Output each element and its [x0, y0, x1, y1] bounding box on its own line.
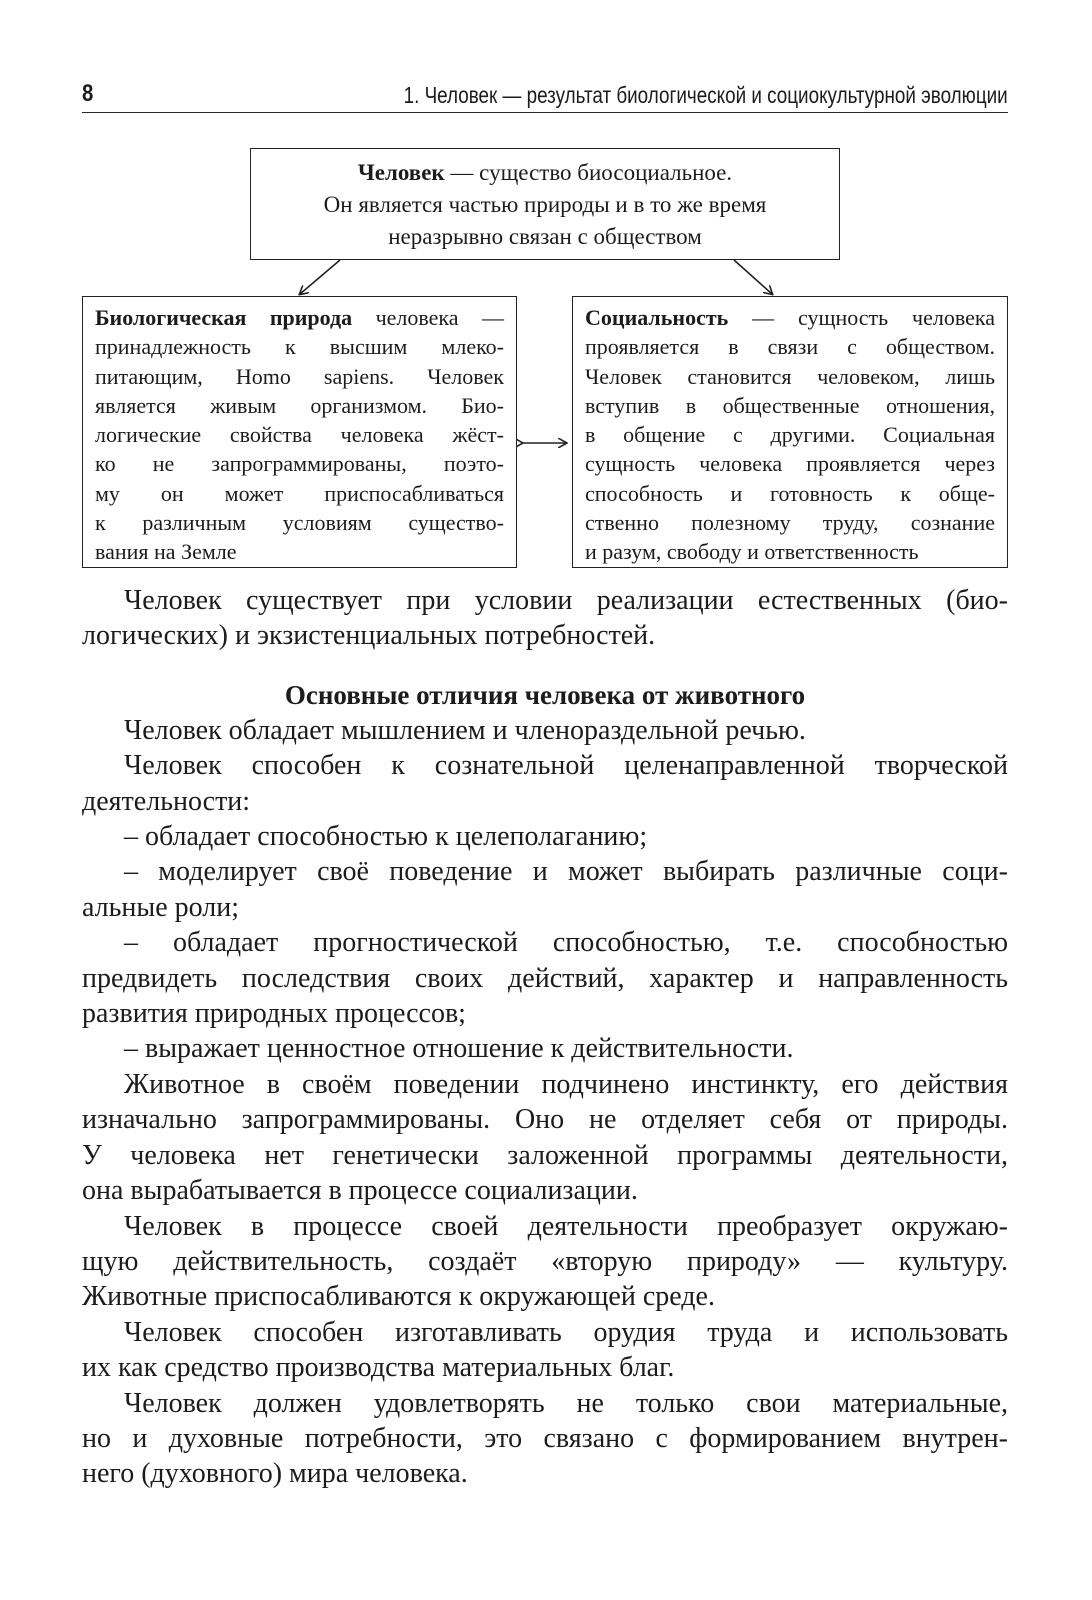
right-box-line: проявляется в связи с обществом.: [585, 334, 995, 360]
left-box-line: является живым организмом. Био-: [95, 392, 504, 418]
list-item: [82, 1031, 1008, 1066]
text-line: Человек обладает мышлением и членораздельной речью.: [124, 714, 806, 746]
left-box-line: ко не запрограммированы, поэто-: [95, 451, 504, 477]
text-line: щую действительность, создаёт «вторую природу» — культуру.: [82, 1245, 1008, 1277]
text-line: – выражает ценностное отношение к действительности.: [124, 1033, 794, 1065]
paragraph: [82, 1209, 1008, 1315]
list-item: [82, 854, 1008, 925]
top-box-line-2: Он является частью природы и в то же время: [323, 192, 767, 217]
body-text: [82, 583, 1008, 1492]
text-line: предвидеть последствия своих действий, характер и направленность: [82, 962, 1008, 994]
text-line: – моделирует своё поведение и может выбирать различные соци-: [124, 856, 1008, 888]
right-box-line: способность и готовность к обще-: [585, 480, 995, 506]
text-line: но и духовные потребности, это связано с формированием внутрен-: [82, 1422, 1008, 1454]
text-line: Человек существует при условии реализации естественных (био-: [124, 585, 1008, 616]
left-box-line: принадлежность к высшим млеко-: [95, 334, 504, 360]
right-box-term: Социальность: [585, 305, 729, 330]
running-head: [82, 72, 1008, 113]
right-box-line: и разум, свободу и ответственность: [585, 539, 919, 565]
sociality-box: [572, 296, 1008, 568]
text-line: Человек способен к сознательной целенаправленной творческой: [124, 750, 1008, 782]
top-box-line-1: [251, 157, 839, 189]
list-item: [82, 819, 1008, 854]
paragraph: [82, 713, 1008, 748]
right-box-line: ственно полезному труду, сознание: [585, 510, 995, 536]
paragraph: [82, 748, 1008, 819]
right-box-line: [585, 303, 995, 332]
text-line: она вырабатывается в процессе социализации.: [82, 1175, 638, 1207]
text-line: него (духовного) мира человека.: [82, 1458, 468, 1490]
chapter-title: 1. Человек — результат биологической и социокультурной эволюции: [403, 82, 1008, 108]
list-item: [82, 925, 1008, 1031]
text-line: деятельности:: [82, 785, 251, 817]
text-line: логических) и экзистенциальных потребностей.: [82, 620, 656, 652]
left-box-line-1-text: человека —: [352, 305, 504, 330]
arrow-to-social: [734, 260, 772, 294]
left-box-line: му он может приспосабливаться: [95, 480, 504, 506]
paragraph-intro: [82, 583, 1008, 654]
text-line: У человека нет генетически заложенной программы деятельности,: [82, 1139, 1008, 1171]
top-box-line-1-text: — существо биосоциальное.: [444, 160, 733, 185]
section-heading: Основные отличия человека от животного: [284, 679, 806, 710]
text-line: Животные приспосабливаются к окружающей среде.: [82, 1281, 715, 1313]
right-box-line-1-text: — сущность человека: [728, 305, 995, 330]
page-number: 8: [82, 80, 94, 107]
human-definition-box: [250, 148, 840, 260]
text-line: Животное в своём поведении подчинено инстинкту, его действия: [124, 1068, 1008, 1100]
right-box-line: сущность человека проявляется через: [585, 451, 995, 477]
text-line: – обладает способностью к целеполаганию;: [124, 821, 648, 853]
top-box-term: Человек: [357, 160, 445, 185]
left-box-line: [95, 303, 504, 332]
text-line: – обладает прогностической способностью, т.е. способностью: [124, 927, 1008, 959]
text-line: их как средство производства материальных благ.: [82, 1352, 675, 1384]
paragraph: [82, 1386, 1008, 1492]
text-line: Человек способен изготавливать орудия труда и использовать: [124, 1316, 1008, 1348]
text-line: Человек должен удовлетворять не только свои материальные,: [124, 1387, 1008, 1419]
right-box-line: в общение с другими. Социальная: [585, 422, 995, 448]
arrow-to-biological: [300, 260, 340, 294]
right-box-line: Человек становится человеком, лишь: [585, 363, 995, 389]
top-box-line-3: неразрывно связан с обществом: [388, 224, 702, 249]
text-line: альные роли;: [82, 891, 240, 923]
page: [82, 72, 1008, 1492]
left-box-line: вания на Земле: [95, 539, 237, 565]
left-box-line: к различным условиям существо-: [95, 510, 504, 536]
biological-nature-box: [82, 296, 517, 568]
left-box-line: питающим, Homo sapiens. Человек: [95, 363, 504, 389]
text-line: развития природных процессов;: [82, 998, 466, 1030]
text-line: Человек в процессе своей деятельности преобразует окружаю-: [124, 1210, 1008, 1242]
right-box-line: вступив в общественные отношения,: [585, 392, 995, 418]
concept-diagram: [82, 148, 1008, 583]
left-box-line: логические свойства человека жёст-: [95, 422, 504, 448]
paragraph: [82, 1315, 1008, 1386]
text-line: изначально запрограммированы. Оно не отделяет себя от природы.: [82, 1104, 1008, 1136]
paragraph: [82, 1067, 1008, 1209]
left-box-term: Биологическая природа: [95, 305, 353, 330]
